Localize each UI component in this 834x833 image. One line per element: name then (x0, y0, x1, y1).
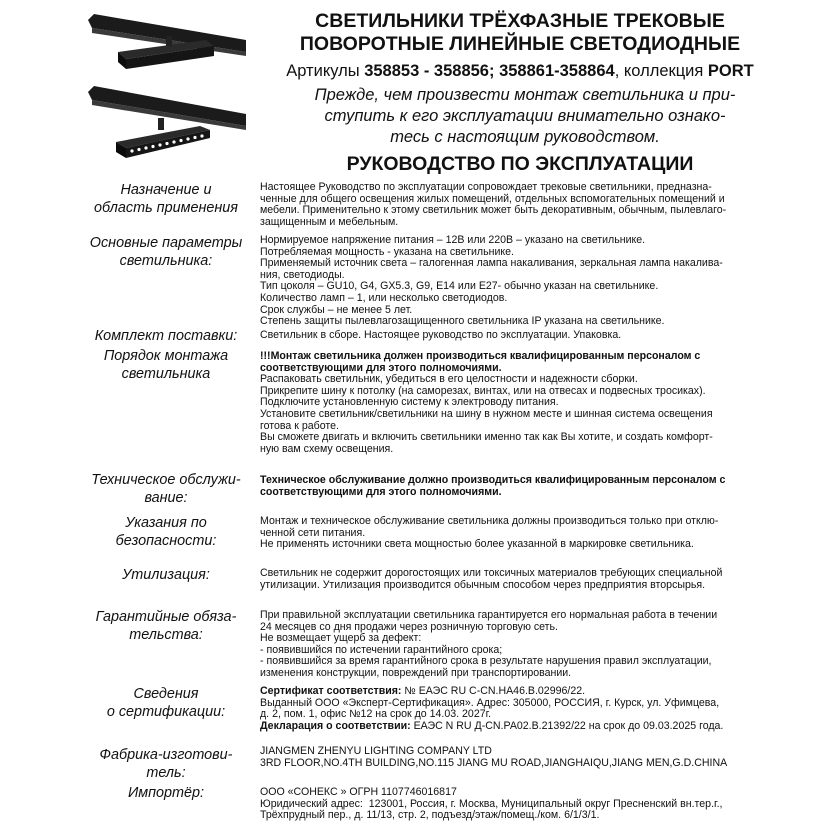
text-line: При правильной эксплуатации светильника гарантируется его нормальная работа в течении (260, 609, 718, 621)
section-label-importer (80, 784, 252, 802)
label-line: Порядок монтажа (103, 348, 229, 364)
text-line: Техническое обслуживание должно производиться квалифицированным персоналом с (260, 474, 726, 486)
label-line: светильника: (119, 253, 213, 269)
label-line: область применения (94, 200, 238, 216)
label-line: о сертификации: (106, 704, 226, 720)
notice-line: тесь с настоящим руководством. (390, 128, 660, 146)
section-text-warranty (260, 610, 750, 680)
label-line: вание: (144, 490, 188, 506)
section-text-safety (260, 516, 750, 551)
text-line: Потребляемая мощность - указана на светильнике. (260, 245, 514, 258)
text-line: Трёхпрудный пер., д. 11/13, стр. 2, подъезд/этаж/помещ./ком. 6/1/3/1. (260, 809, 600, 822)
section-label-params (80, 234, 252, 270)
text-line: Распаковать светильник, убедиться в его целостности и надежности сборки. (260, 373, 638, 386)
declaration-number: ЕАЭС N RU Д-CN.РА02.В.21392/22 на срок до 09.03.2025 года. (410, 719, 724, 732)
label-line: светильника (121, 366, 211, 382)
articles-numbers: 358853 - 358856; 358861-358864 (364, 62, 615, 80)
section-label-warranty (80, 608, 252, 644)
text-line: Светильник в сборе. Настоящее руководство по эксплуатации. Упаковка. (260, 329, 622, 341)
text-line: Нормируемое напряжение питания – 12В или 220В – указано на светильнике. (260, 234, 646, 246)
label-line: тель: (146, 765, 186, 781)
text-line: соответствующими для этого полномочиями. (260, 485, 502, 498)
notice-line: ступить к его эксплуатации внимательно ознако- (324, 107, 726, 125)
text-line: Тип цоколя – GU10, G4, GX5.3, G9, E14 или E27- обычно указан на светильнике. (260, 280, 659, 293)
text-line: Не возмещает ущерб за дефект: (260, 632, 422, 645)
text-line: Применяемый источник света – галогенная лампа накаливания, зеркальная лампа накалива- (260, 257, 723, 270)
text-line: соответствующими для этого полномочиями. (260, 361, 502, 374)
certificate-label: Сертификат соответствия: (260, 685, 402, 697)
section-label-safety (80, 514, 252, 550)
section-label-factory (80, 746, 252, 782)
declaration-label: Декларация о соответствии: (260, 719, 411, 732)
section-text-importer (260, 787, 750, 822)
text-line: Светильник не содержит дорогостоящих или токсичных материалов требующих специальной (260, 567, 723, 579)
text-line: Не применять источники света мощностью более указанной в маркировке светильника. (260, 538, 694, 551)
notice-line: Прежде, чем произвести монтаж светильника и при- (314, 86, 736, 104)
label-line: Назначение и (120, 182, 212, 198)
text-line: ченной сети питания. (260, 526, 366, 539)
section-label-disposal (80, 566, 252, 584)
text-line: изменения конструкции, повреждений при транспортировании. (260, 666, 572, 679)
section-label-certification (80, 685, 252, 721)
product-photo (88, 12, 246, 164)
section-label-kit (80, 327, 252, 345)
text-line: Количество ламп – 1, или несколько светодиодов. (260, 291, 508, 304)
section-label-installation (80, 347, 252, 383)
text-line: готова к работе. (260, 419, 339, 432)
text-line: !!!Монтаж светильника должен производиться квалифицированным персоналом с (260, 350, 701, 362)
label-line: Гарантийные обяза- (95, 609, 237, 625)
text-line: Прикрепите шину к потолку (на саморезах, винтах, или на отвесах и подвесных тросиках). (260, 384, 706, 397)
document-title-line-1: СВЕТИЛЬНИКИ ТРЁХФАЗНЫЕ ТРЕКОВЫЕ (315, 10, 725, 32)
section-text-factory (260, 746, 750, 769)
section-text-disposal (260, 568, 750, 591)
certificate-number: № ЕАЭС RU C-CN.НА46.В.02996/22. (401, 685, 586, 697)
section-text-certification (260, 686, 750, 732)
text-line: защищенным и мебельным. (260, 215, 399, 228)
text-line: - появившийся за время гарантийного срока в результате нарушения правил эксплуатации, (260, 655, 712, 668)
section-text-kit (260, 330, 750, 342)
label-line: Утилизация: (122, 567, 210, 583)
label-line: Основные параметры (89, 235, 243, 251)
articles-prefix: Артикулы (286, 62, 365, 80)
text-line: д. 2, пом. 1, офис №12 на срок до 14.03. 2027г. (260, 708, 492, 721)
text-line: 24 месяцев со дня продажи через розничную торговую сеть. (260, 620, 558, 633)
text-line: Установите светильник/светильники на шину в нужном месте и шинная система освещения (260, 407, 713, 420)
text-line: Степень защиты пылевлагозащищенного светильника IP указана на светильнике. (260, 315, 665, 328)
section-text-params (260, 235, 750, 328)
label-line: Импортёр: (127, 785, 205, 801)
label-line: Сведения (133, 686, 199, 702)
label-line: Указания по (125, 515, 207, 531)
guide-title: РУКОВОДСТВО ПО ЭКСПЛУАТАЦИИ (346, 153, 694, 175)
text-line: ченные для общего освещения жилых помещений, отдельных вспомогательных помещений и (260, 192, 725, 205)
document-title-line-2: ПОВОРОТНЫЕ ЛИНЕЙНЫЕ СВЕТОДИОДНЫЕ (299, 33, 741, 55)
text-line: ния, светодиоды. (260, 268, 345, 281)
section-text-maintenance (260, 475, 750, 498)
certificate-line (260, 686, 750, 698)
text-line: 3RD FLOOR,NO.4TH BUILDING,NO.115 JIANG MU ROAD,JIANGHAIQU,JIANG MEN,G.D.CHINA (260, 756, 728, 769)
notice (280, 85, 770, 148)
text-line: Подключите установленную систему к электроводу питания. (260, 396, 559, 409)
text-line: ную вам схему освещения. (260, 442, 394, 455)
section-text-purpose (260, 182, 750, 228)
text-line: Юридический адрес: 123001, Россия, г. Москва, Муниципальный округ Пресненский вн.тер.г., (260, 797, 723, 810)
label-line: Фабрика-изготови- (99, 747, 233, 763)
collection-prefix: , коллекция (614, 62, 708, 80)
text-line: Монтаж и техническое обслуживание светильника должны производиться только при отклю- (260, 515, 719, 527)
text-line: Выданный ООО «Эксперт-Сертификация». Адрес: 305000, РОССИЯ, г. Курск, ул. Уфимцева, (260, 696, 720, 709)
label-line: безопасности: (115, 533, 217, 549)
collection-name: PORT (707, 62, 754, 80)
declaration-line (260, 721, 750, 733)
section-label-maintenance (80, 471, 252, 507)
text-line: - появившийся по истечении гарантийного срока; (260, 643, 503, 656)
label-line: Комплект поставки: (94, 328, 238, 344)
text-line: мебели. Применительно к этому светильник может быть декоративным, обычным, пылевлаго- (260, 204, 727, 217)
text-line: ООО «СОНЕКС » ОГРН 1107746016817 (260, 786, 457, 798)
label-line: Техническое обслужи- (91, 472, 241, 488)
text-line: JIANGMEN ZHENYU LIGHTING COMPANY LTD (260, 745, 492, 757)
section-label-purpose (80, 181, 252, 217)
articles-line (250, 60, 790, 82)
label-line: тельства: (129, 627, 203, 643)
text-line: утилизации. Утилизация производится обычным способом через предприятия вторсырья. (260, 578, 706, 591)
text-line: Срок службы – не менее 5 лет. (260, 303, 413, 316)
text-line: Вы сможете двигать и включить светильники именно так как Вы хотите, и создать комфорт- (260, 431, 713, 444)
section-text-installation (260, 351, 750, 455)
text-line: Настоящее Руководство по эксплуатации сопровождает трековые светильники, предназна- (260, 181, 712, 193)
